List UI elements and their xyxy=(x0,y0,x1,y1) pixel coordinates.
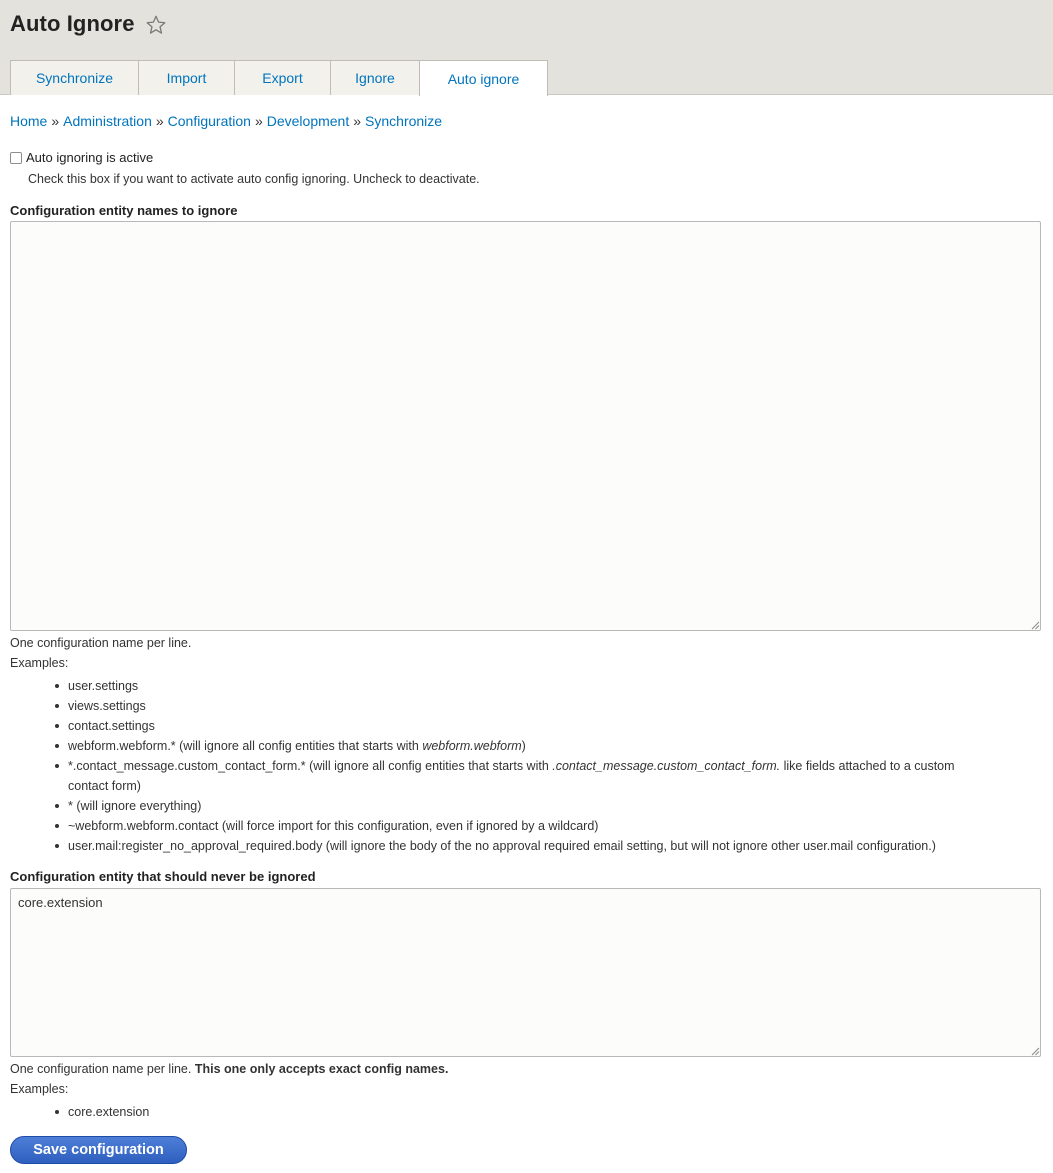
tab-auto-ignore[interactable]: Auto ignore xyxy=(419,60,548,96)
never-ignore-help-text xyxy=(10,1062,448,1076)
list-item xyxy=(68,696,1053,716)
page-header xyxy=(0,0,1053,95)
never-ignore-field-label: Configuration entity that should never be ignored xyxy=(10,869,316,884)
example-text: views.settings xyxy=(68,699,146,713)
breadcrumb-home[interactable]: Home xyxy=(10,113,48,129)
save-configuration-button[interactable]: Save configuration xyxy=(10,1136,187,1164)
example-emphasis: .contact_message.custom_contact_form. xyxy=(552,759,781,773)
tab-synchronize[interactable]: Synchronize xyxy=(10,60,139,95)
auto-ignore-checkbox-label[interactable]: Auto ignoring is active xyxy=(26,150,154,165)
never-ignore-examples-label: Examples: xyxy=(10,1082,69,1096)
ignore-examples-list xyxy=(10,676,1053,856)
page-title: Auto Ignore xyxy=(10,11,135,36)
list-item xyxy=(68,1102,149,1122)
resize-handle-icon[interactable] xyxy=(1031,1047,1040,1056)
breadcrumb-synchronize[interactable]: Synchronize xyxy=(365,113,443,129)
example-emphasis: webform.webform xyxy=(422,739,522,753)
breadcrumb-separator: » xyxy=(155,113,164,129)
never-ignore-help-line: One configuration name per line. xyxy=(10,1062,192,1076)
list-item xyxy=(68,836,1053,856)
example-text: contact.settings xyxy=(68,719,155,733)
star-outline-icon[interactable] xyxy=(145,14,167,36)
list-item xyxy=(68,676,1053,696)
list-item xyxy=(68,796,1053,816)
example-text: ) xyxy=(521,739,526,753)
ignore-examples-label: Examples: xyxy=(10,656,69,670)
list-item xyxy=(68,756,1053,796)
breadcrumb-separator: » xyxy=(51,113,60,129)
auto-ignore-checkbox-row xyxy=(10,150,153,165)
never-ignore-examples-list xyxy=(10,1102,149,1122)
tab-export[interactable]: Export xyxy=(234,60,331,95)
ignore-textarea[interactable] xyxy=(10,221,1041,631)
list-item xyxy=(68,816,1053,836)
example-text: *.contact_message.custom_contact_form.* (will ignore all config entities that starts with xyxy=(68,759,553,773)
example-text: user.mail:register_no_approval_required.body (will ignore the body of the no approval required email setting, but will not ignore other user.mail configuration.) xyxy=(68,839,936,853)
breadcrumb-separator: » xyxy=(254,113,263,129)
example-text: contact form) xyxy=(68,779,141,793)
tab-ignore[interactable]: Ignore xyxy=(330,60,420,95)
breadcrumb-configuration[interactable]: Configuration xyxy=(167,113,251,129)
resize-handle-icon[interactable] xyxy=(1031,621,1040,630)
example-text: user.settings xyxy=(68,679,139,693)
auto-ignore-description: Check this box if you want to activate auto config ignoring. Uncheck to deactivate. xyxy=(28,172,480,186)
breadcrumb xyxy=(10,113,442,129)
breadcrumb-development[interactable]: Development xyxy=(266,113,350,129)
example-text: like fields attached to a custom xyxy=(780,759,955,773)
auto-ignore-checkbox[interactable] xyxy=(10,152,22,164)
breadcrumb-separator: » xyxy=(353,113,362,129)
list-item xyxy=(68,736,1053,756)
never-ignore-help-strong: This one only accepts exact config names. xyxy=(194,1062,449,1076)
example-text: webform.webform.* (will ignore all config entities that starts with xyxy=(68,739,423,753)
tab-import[interactable]: Import xyxy=(138,60,235,95)
never-ignore-textarea[interactable]: core.extension xyxy=(10,888,1041,1057)
ignore-field-label: Configuration entity names to ignore xyxy=(10,203,238,218)
list-item xyxy=(68,716,1053,736)
example-text: core.extension xyxy=(68,1105,150,1119)
example-text: ~webform.webform.contact (will force import for this configuration, even if ignored by a wildcard) xyxy=(68,819,599,833)
ignore-help-text: One configuration name per line. xyxy=(10,636,192,650)
breadcrumb-administration[interactable]: Administration xyxy=(63,113,152,129)
example-text: * (will ignore everything) xyxy=(68,799,202,813)
